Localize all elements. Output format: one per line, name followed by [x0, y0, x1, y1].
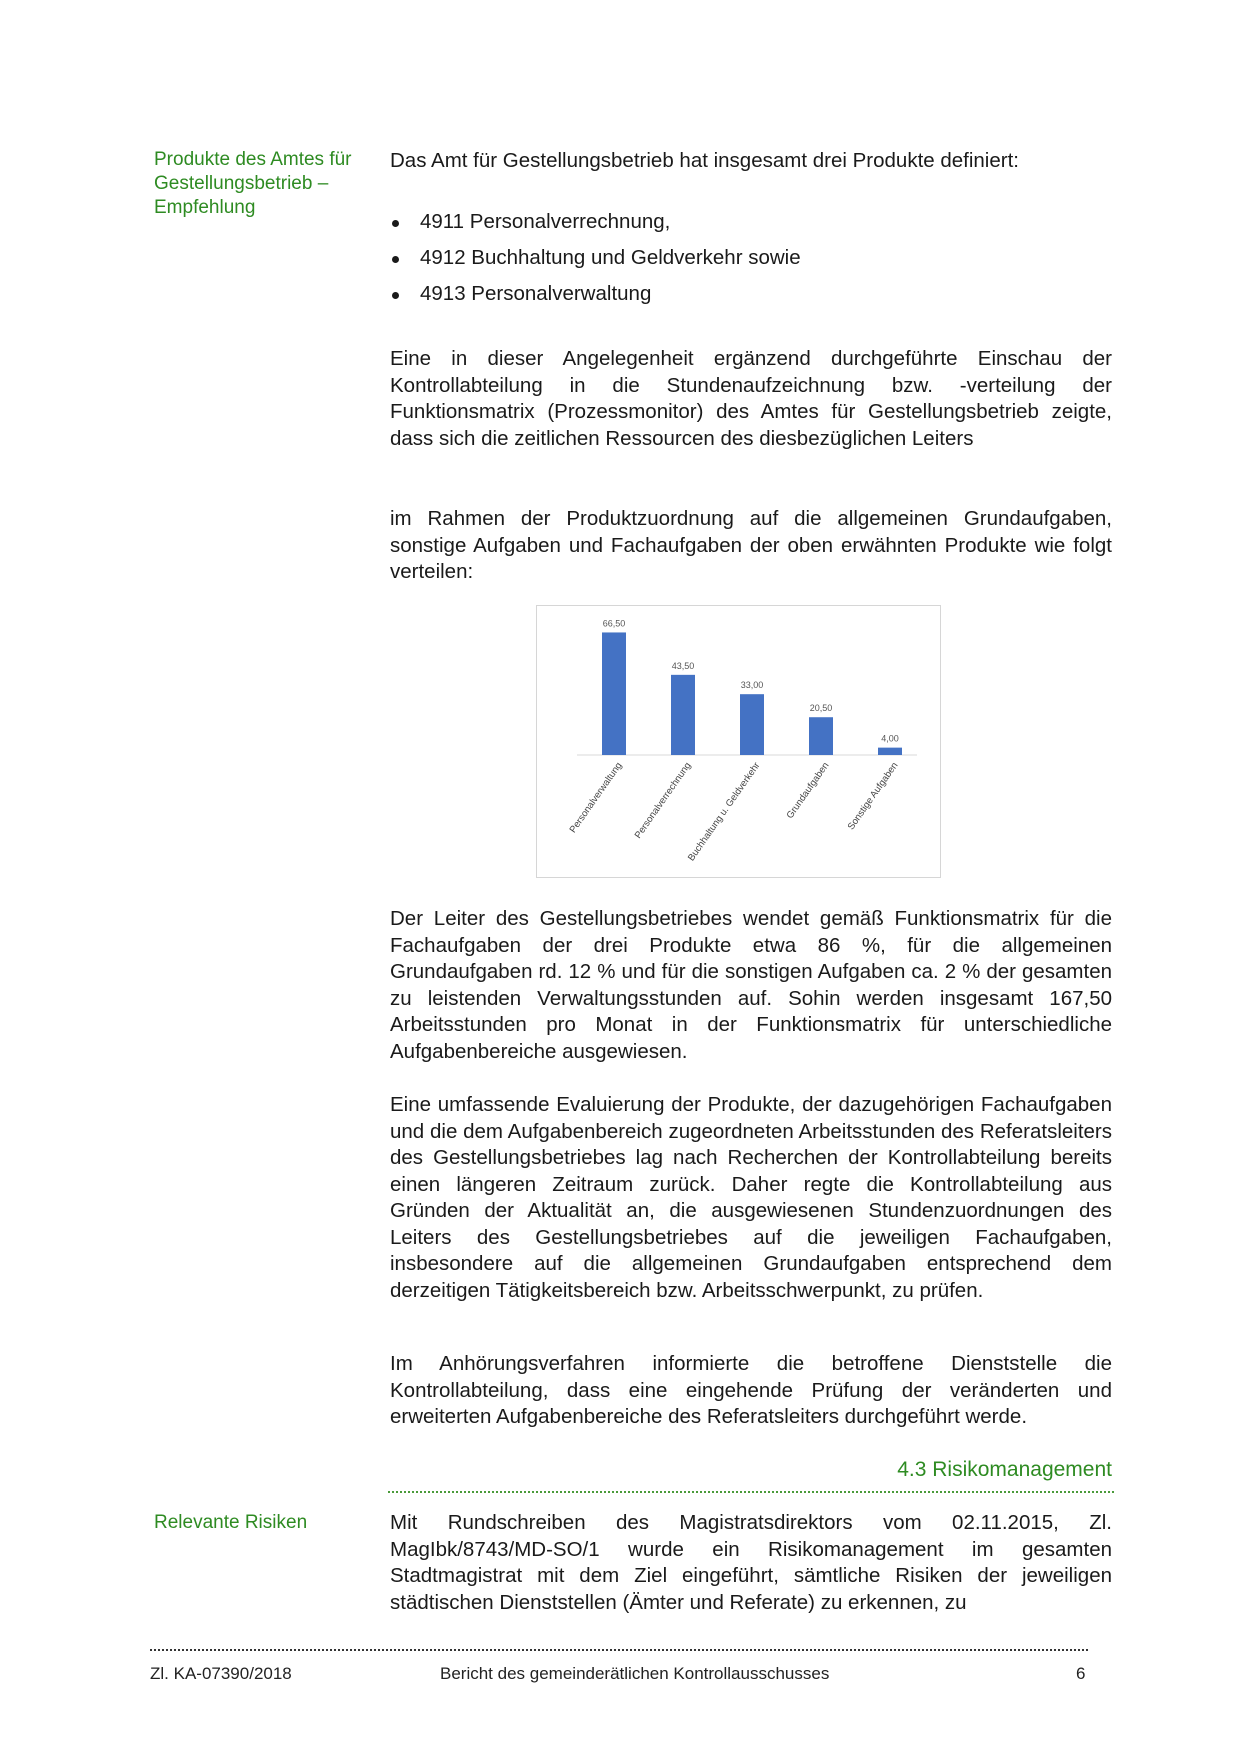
bar-0	[602, 632, 626, 755]
intro-text: Das Amt für Gestellungsbetrieb hat insgesamt drei Produkte definiert:	[390, 149, 1019, 172]
paragraph-einschau: Eine in dieser Angelegenheit ergänzend durchgeführte Einschau der Kontrollabteilung in die Stundenaufzeichnung bzw. -verteilung der Funktionsmatrix (Prozessmonitor) des Amtes für Gestellungsbetrieb zeigte, dass sich die zeitlichen Ressourcen des diesbezüglichen Leiters	[390, 347, 1112, 450]
category-label-0: Personalverwaltung	[567, 760, 625, 836]
category-label-4: Sonstige Aufgaben	[845, 760, 901, 833]
bar-2	[740, 694, 764, 755]
category-label-1: Personalverrechnung	[632, 760, 694, 841]
bar-4	[878, 748, 902, 755]
data-label-3: 20,50	[809, 703, 833, 714]
data-label-2: 33,00	[740, 680, 764, 691]
bar-1	[671, 675, 695, 755]
footer-report-title: Bericht des gemeinderätlichen Kontrollausschusses	[440, 1664, 830, 1683]
list-item: 4912 Buchhaltung und Geldverkehr sowie	[390, 245, 801, 281]
data-label-0: 66,50	[602, 618, 626, 629]
paragraph-anhoerung: Im Anhörungsverfahren informierte die betroffene Dienststelle die Kontrollabteilung, dass eine eingehende Prüfung der veränderten und erweiterten Aufgabenbereiche des Referatsleiters durchgeführt werde.	[390, 1352, 1112, 1428]
chart-canvas	[537, 606, 940, 877]
section-divider	[388, 1491, 1114, 1493]
hours-bar-chart	[536, 605, 941, 878]
page-number: 6	[1076, 1664, 1086, 1683]
category-label-2: Buchhaltung u. Geldverkehr	[685, 760, 763, 864]
paragraph-evaluierung: Eine umfassende Evaluierung der Produkte, der dazugehörigen Fachaufgaben und die dem Aufgabenbereich zugeordneten Arbeitsstunden des Referatsleiters des Gestellungsbetriebes lag nach Recherchen der Kontrollabteilung bereits einen längeren Zeitraum zurück. Daher regte die Kontrollabteilung aus Gründen der Aktualität an, die ausgewiesenen Stundenzuordnungen des Leiters des Gestellungsbetriebes auf die jeweiligen Fachaufgaben, insbesondere auf die allgemeinen Grundaufgaben entsprechend dem derzeitigen Tätigkeitsbereich bzw. Arbeitsschwerpunkt, zu prüfen.	[390, 1093, 1112, 1302]
paragraph-produktzuordnung: im Rahmen der Produktzuordnung auf die allgemeinen Grundaufgaben, sonstige Aufgaben und Fachaufgaben der oben erwähnten Produkte wie folgt verteilen:	[390, 507, 1112, 583]
section-heading-risikomanagement: 4.3 Risikomanagement	[897, 1458, 1112, 1481]
list-item: 4913 Personalverwaltung	[390, 281, 801, 317]
category-label-3: Grundaufgaben	[784, 760, 832, 821]
paragraph-rundschreiben: Mit Rundschreiben des Magistratsdirektors vom 02.11.2015, Zl. MagIbk/8743/MD-SO/1 wurde ein Risikomanagement im gesamten Stadtmagistrat mit dem Ziel eingeführt, sämtliche Risiken der jeweiligen städtischen Dienststellen (Ämter und Referate) zu erkennen, zu	[390, 1511, 1112, 1614]
paragraph-funktionsmatrix: Der Leiter des Gestellungsbetriebes wendet gemäß Funktionsmatrix für die Fachaufgaben der drei Produkte etwa 86 %, für die allgemeinen Grundaufgaben rd. 12 % und für die sonstigen Aufgaben ca. 2 % der gesamten zu leistenden Verwaltungsstunden auf. Sohin werden insgesamt 167,50 Arbeitsstunden pro Monat in der Funktionsmatrix für unterschiedliche Aufgabenbereiche ausgewiesen.	[390, 907, 1112, 1063]
margin-note-risks: Relevante Risiken	[154, 1512, 308, 1533]
footer-reference: Zl. KA-07390/2018	[150, 1664, 292, 1683]
product-list	[390, 209, 801, 317]
footer-divider	[150, 1649, 1088, 1651]
data-label-1: 43,50	[671, 660, 695, 671]
list-item: 4911 Personalverrechnung,	[390, 209, 801, 245]
bar-3	[809, 717, 833, 755]
margin-note-products: Produkte des Amtes für Gestellungsbetrieb – Empfehlung	[154, 149, 352, 218]
data-label-4: 4,00	[881, 733, 899, 744]
